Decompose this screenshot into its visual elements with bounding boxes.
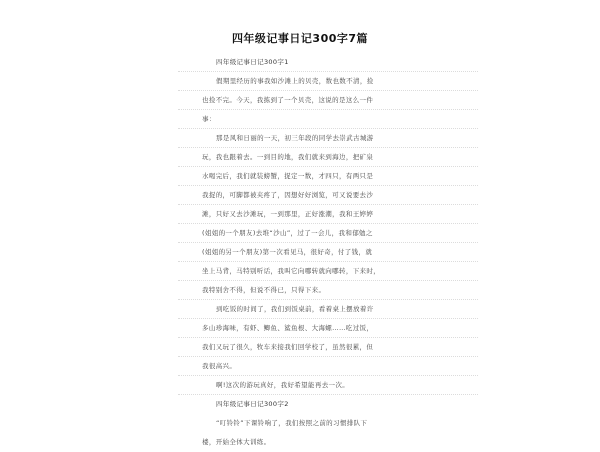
page-title: 四年级记事日记300字7篇 [231, 32, 369, 45]
text-line: 事： [202, 115, 216, 123]
text-line: 那是风和日丽的一天，初三年段的同学去崇武古城游 [216, 134, 374, 142]
text-line: 玩，我也跟着去。一到目的地，我们就来到海边，把矿泉 [202, 153, 374, 161]
text-line: 假期里经历的事我如沙滩上的贝壳，数也数不清，捡 [216, 77, 374, 85]
text-line: 水喝完后，我们就装螃蟹，捉定一数，才四只，有两只是 [202, 172, 374, 180]
document-body [202, 53, 422, 452]
text-line: (姐姐的另一个朋友)第一次看见马，很好奇，付了钱，就 [202, 248, 373, 256]
text-line: 楼，开始全体大训练。 [202, 438, 271, 446]
text-line: “叮铃铃”下课铃响了，我们按照之前的习惯排队下 [216, 419, 368, 427]
section-heading: 四年级记事日记300字2 [216, 400, 289, 408]
text-line: 我特别舍不得，但说不得已，只得下来。 [202, 286, 326, 294]
text-line: 坐上马背，马特别听话，我叫它向哪转就向哪转，下来时， [202, 267, 381, 275]
text-line: 滩，只好又去沙滩玩，一到那里，正好涨潮，我和王婷婷 [202, 210, 374, 218]
text-line: 啊!这次的游玩真好，我好希望能再去一次。 [216, 381, 350, 389]
section-heading: 四年级记事日记300字1 [216, 58, 289, 66]
text-line: 也捡不完。今天，我拣到了一个贝壳，这说的是这么一件 [202, 96, 374, 104]
text-line: (姐姐的一个朋友)去堆“沙山”，过了一会儿，我和郁勉之 [202, 229, 373, 237]
text-line: 多山珍海味，有虾、鲫鱼、鲨鱼根、大海螺……吃过饭， [202, 324, 374, 332]
text-line: 到吃饭的时间了，我们到饭桌前，看着桌上摆放着许 [216, 305, 374, 313]
text-line: 我们又玩了很久，牧车来接我们回学校了，虽然很累，但 [202, 343, 374, 351]
text-line: 我很高兴。 [202, 362, 237, 370]
text-line: 我捉的，可脚都被夹疼了，因想好好浏览，可又说要去沙 [202, 191, 374, 199]
